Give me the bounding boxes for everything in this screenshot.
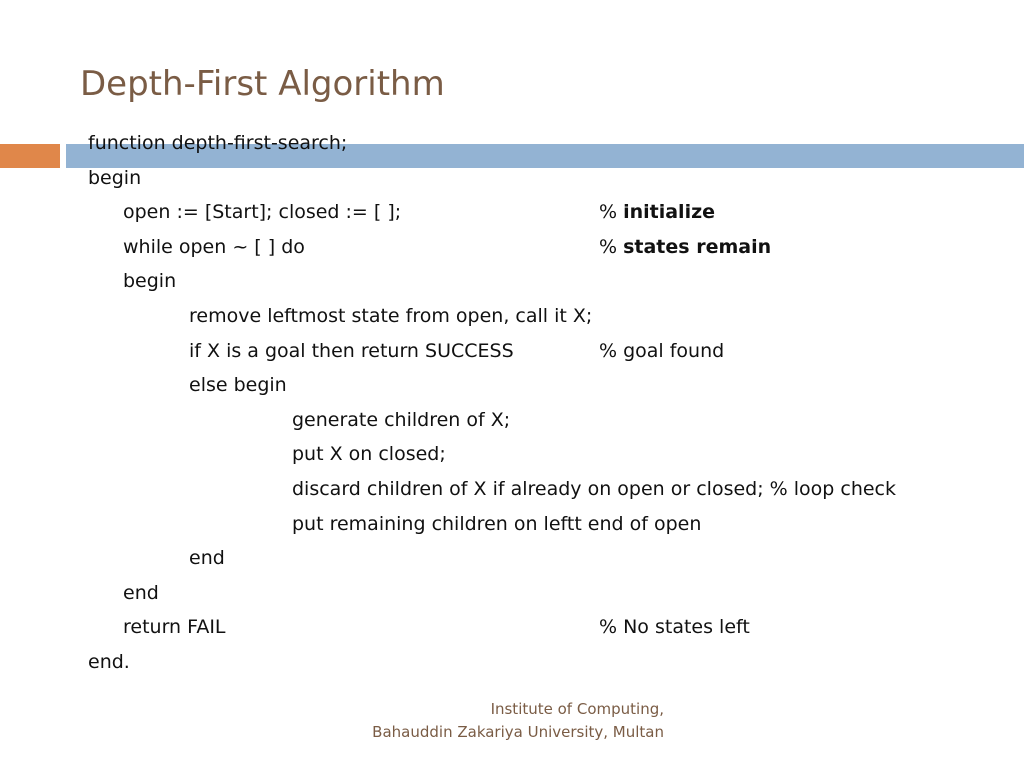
footer-university: Bahauddin Zakariya University, Multan [372,723,664,741]
code-line [88,507,988,542]
code-comment [599,195,715,230]
code-text: open := [Start]; closed := [ ]; [123,201,402,224]
code-line [88,472,988,507]
footer-institute: Institute of Computing, [490,700,664,718]
pseudocode-block [88,126,988,680]
comment-bold-text: initialize [623,201,716,224]
code-line [88,264,988,299]
slide-footer [372,698,664,744]
code-line [88,161,988,196]
code-comment [599,230,771,265]
code-text: return FAIL [123,616,226,639]
code-comment: % No states left [599,616,750,639]
code-line [88,195,988,230]
code-line [88,610,988,645]
code-line [88,403,988,438]
code-line [88,334,988,369]
code-text: discard children of X if already on open or closed; % loop check [292,477,897,500]
comment-bold-text: states remain [623,235,772,258]
code-line [88,541,988,576]
code-text: put remaining children on leftt end of open [292,512,702,535]
code-line [88,126,988,161]
code-text: end [189,547,225,570]
code-text: remove leftmost state from open, call it X; [189,304,593,327]
slide-title: Depth-First Algorithm [80,64,445,104]
comment-prefix: % [599,201,624,224]
code-line [88,645,988,680]
code-text: generate children of X; [292,408,511,431]
accent-bar-orange [0,144,60,168]
code-text: while open ~ [ ] do [123,235,305,258]
code-text: put X on closed; [292,443,446,466]
code-text: begin [123,270,177,293]
code-text: function depth-first-search; [88,132,348,154]
code-line [88,368,988,403]
code-line [88,437,988,472]
code-text: else begin [189,374,287,397]
code-line [88,576,988,611]
comment-prefix: % [599,235,624,258]
code-text: end [123,581,159,604]
code-text: end. [88,650,130,673]
code-line [88,230,988,265]
code-text: if X is a goal then return SUCCESS [189,339,514,362]
code-comment: % goal found [599,339,725,362]
code-text: begin [88,166,142,189]
code-line [88,299,988,334]
